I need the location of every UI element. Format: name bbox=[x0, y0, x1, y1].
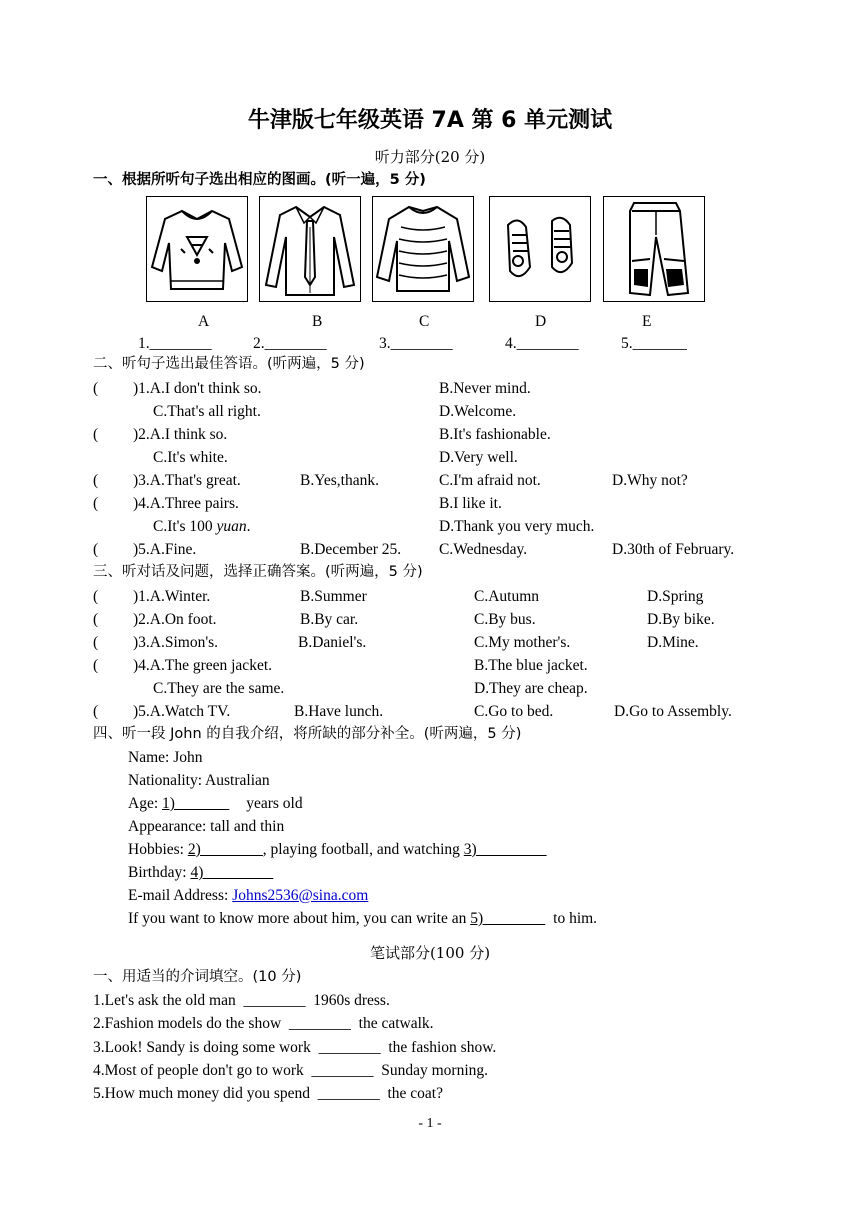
item-blank[interactable]: ________ bbox=[243, 992, 306, 1009]
answer-bracket[interactable]: ( bbox=[93, 426, 99, 443]
question-option bbox=[153, 519, 251, 535]
question-option: D.Why not? bbox=[612, 472, 688, 489]
birthday-prefix: Birthday: bbox=[128, 864, 191, 881]
last-line-prefix: If you want to know more about him, you can write an bbox=[128, 910, 471, 927]
question-option: )4.A.Three pairs. bbox=[133, 495, 239, 512]
email-link[interactable]: Johns2536@sina.com bbox=[232, 887, 369, 904]
answer-blank[interactable]: 5._______ bbox=[621, 335, 687, 352]
writing-part1-heading: 一、用适当的介词填空。(10 分) bbox=[93, 969, 302, 985]
profile-hobbies bbox=[128, 842, 546, 858]
item-blank[interactable]: ________ bbox=[318, 1039, 381, 1056]
question-option: )1.A.I don't think so. bbox=[133, 380, 262, 397]
part2-heading: 二、听句子选出最佳答语。(听两遍，5 分) bbox=[93, 356, 365, 372]
question-option: C.Go to bed. bbox=[474, 703, 554, 720]
hobbies-blank-2[interactable]: 2)________ bbox=[187, 841, 263, 858]
part3-heading: 三、听对话及问题，选择正确答案。(听两遍，5 分) bbox=[93, 564, 423, 580]
last-line-suffix: to him. bbox=[553, 910, 598, 927]
age-blank[interactable]: 1)_______ bbox=[162, 795, 230, 812]
part4-heading: 四、听一段 John 的自我介绍，将所缺的部分补全。(听两遍，5 分) bbox=[93, 726, 522, 742]
picture-label-c: C bbox=[419, 313, 430, 330]
question-option: )3.A.That's great. bbox=[133, 472, 241, 489]
question-option: )2.A.On foot. bbox=[133, 611, 217, 628]
answer-bracket[interactable]: ( bbox=[93, 472, 99, 489]
listening-section-header: 听力部分(20 分) bbox=[374, 148, 486, 166]
question-option: B.Yes,thank. bbox=[300, 472, 379, 489]
question-option: )3.A.Simon's. bbox=[133, 634, 219, 651]
profile-email bbox=[128, 888, 368, 904]
fill-in-item bbox=[93, 1063, 488, 1079]
fill-in-item bbox=[93, 1086, 443, 1102]
writing-section-header: 笔试部分(100 分) bbox=[369, 944, 491, 962]
pair-of-shoes-icon bbox=[489, 196, 591, 302]
answer-bracket[interactable]: ( bbox=[93, 657, 99, 674]
profile-name: Name: John bbox=[128, 749, 203, 766]
question-option: B.Have lunch. bbox=[294, 703, 384, 720]
option-text: C.It's 100 bbox=[153, 518, 217, 535]
birthday-blank[interactable]: 4)_________ bbox=[190, 864, 274, 881]
picture-label-d: D bbox=[535, 313, 547, 330]
question-option: D.Thank you very much. bbox=[439, 518, 595, 535]
answer-blank[interactable]: 4.________ bbox=[505, 335, 579, 352]
item-text: 5.How much money did you spend bbox=[93, 1085, 310, 1102]
question-option: C.They are the same. bbox=[153, 680, 285, 697]
hobbies-middle: , playing football, and watching bbox=[262, 841, 464, 858]
answer-bracket[interactable]: ( bbox=[93, 380, 99, 397]
question-option: D.By bike. bbox=[647, 611, 715, 628]
item-blank[interactable]: ________ bbox=[288, 1015, 351, 1032]
email-prefix: E-mail Address: bbox=[128, 887, 233, 904]
hobbies-prefix: Hobbies: bbox=[128, 841, 188, 858]
question-option: )1.A.Winter. bbox=[133, 588, 211, 605]
hobbies-blank-3[interactable]: 3)_________ bbox=[463, 841, 547, 858]
answer-blank[interactable]: 3.________ bbox=[379, 335, 453, 352]
item-text: 1.Let's ask the old man bbox=[93, 992, 236, 1009]
question-option: C.That's all right. bbox=[153, 403, 261, 420]
question-option: C.By bus. bbox=[474, 611, 536, 628]
profile-nationality: Nationality: Australian bbox=[128, 772, 270, 789]
question-option: B.December 25. bbox=[300, 541, 402, 558]
profile-age bbox=[128, 796, 303, 812]
profile-last-line bbox=[128, 911, 597, 927]
question-option: B.Never mind. bbox=[439, 380, 531, 397]
picture-label-e: E bbox=[642, 313, 652, 330]
fill-in-item bbox=[93, 993, 390, 1009]
item-text: 1960s dress. bbox=[313, 992, 390, 1009]
part1-heading: 一、根据所听句子选出相应的图画。(听一遍，5 分) bbox=[93, 172, 426, 188]
question-option: )4.A.The green jacket. bbox=[133, 657, 273, 674]
item-blank[interactable]: ________ bbox=[317, 1085, 380, 1102]
item-text: 2.Fashion models do the show bbox=[93, 1015, 282, 1032]
fill-in-item bbox=[93, 1040, 496, 1056]
question-option: B.Daniel's. bbox=[298, 634, 367, 651]
item-text: the catwalk. bbox=[358, 1015, 434, 1032]
item-text: 3.Look! Sandy is doing some work bbox=[93, 1039, 311, 1056]
picture-label-b: B bbox=[312, 313, 323, 330]
age-suffix: years old bbox=[246, 795, 303, 812]
question-option: D.30th of February. bbox=[612, 541, 735, 558]
last-line-blank[interactable]: 5)________ bbox=[470, 910, 546, 927]
shirt-with-tie-icon bbox=[259, 196, 361, 302]
age-prefix: Age: bbox=[128, 795, 163, 812]
question-option: D.Welcome. bbox=[439, 403, 517, 420]
question-option: C.My mother's. bbox=[474, 634, 571, 651]
knit-sweater-icon bbox=[372, 196, 474, 302]
picture-label-a: A bbox=[198, 313, 210, 330]
question-option: B.By car. bbox=[300, 611, 359, 628]
question-option: D.They are cheap. bbox=[474, 680, 588, 697]
answer-bracket[interactable]: ( bbox=[93, 634, 99, 651]
answer-blank[interactable]: 2.________ bbox=[253, 335, 327, 352]
question-option: )5.A.Fine. bbox=[133, 541, 197, 558]
question-option: C.It's white. bbox=[153, 449, 228, 466]
question-option: C.Wednesday. bbox=[439, 541, 528, 558]
option-text-italic: yuan bbox=[216, 518, 247, 535]
question-option: C.I'm afraid not. bbox=[439, 472, 541, 489]
question-option: B.Summer bbox=[300, 588, 367, 605]
question-option: D.Mine. bbox=[647, 634, 699, 651]
fill-in-item bbox=[93, 1016, 434, 1032]
trousers-icon bbox=[603, 196, 705, 302]
sweater-with-pattern-icon bbox=[146, 196, 248, 302]
answer-bracket[interactable]: ( bbox=[93, 495, 99, 512]
question-option: )5.A.Watch TV. bbox=[133, 703, 231, 720]
question-option: D.Very well. bbox=[439, 449, 518, 466]
answer-bracket[interactable]: ( bbox=[93, 588, 99, 605]
item-text: the fashion show. bbox=[388, 1039, 497, 1056]
answer-bracket[interactable]: ( bbox=[93, 611, 99, 628]
question-option: D.Go to Assembly. bbox=[614, 703, 732, 720]
profile-appearance: Appearance: tall and thin bbox=[128, 818, 285, 835]
question-option: )2.A.I think so. bbox=[133, 426, 228, 443]
question-option: B.The blue jacket. bbox=[474, 657, 588, 674]
question-option: D.Spring bbox=[647, 588, 704, 605]
item-text: Sunday morning. bbox=[381, 1062, 489, 1079]
page-title: 牛津版七年级英语 7A 第 6 单元测试 bbox=[247, 108, 613, 133]
answer-bracket[interactable]: ( bbox=[93, 703, 99, 720]
answer-blank[interactable]: 1.________ bbox=[138, 335, 212, 352]
question-option: B.It's fashionable. bbox=[439, 426, 551, 443]
item-text: the coat? bbox=[387, 1085, 443, 1102]
profile-birthday bbox=[128, 865, 273, 881]
option-text: . bbox=[246, 518, 251, 535]
page-number: - 1 - bbox=[418, 1116, 442, 1131]
item-text: 4.Most of people don't go to work bbox=[93, 1062, 304, 1079]
answer-bracket[interactable]: ( bbox=[93, 541, 99, 558]
question-option: B.I like it. bbox=[439, 495, 502, 512]
item-blank[interactable]: ________ bbox=[311, 1062, 374, 1079]
question-option: C.Autumn bbox=[474, 588, 540, 605]
